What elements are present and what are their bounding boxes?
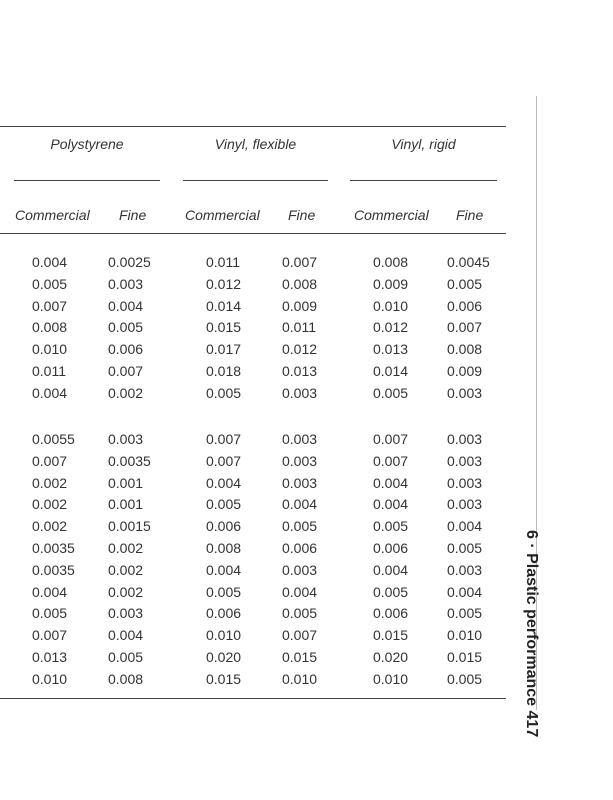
table-cell: 0.003 [108,431,144,447]
table-cell: 0.005 [373,384,409,401]
table-cell: 0.009 [282,297,318,314]
table-cell: 0.004 [32,583,68,600]
table-cell: 0.005 [32,605,68,622]
table-cell: 0.004 [282,496,318,513]
table-cell: 0.010 [447,627,483,644]
table-cell: 0.004 [282,583,318,600]
table-cell: 0.011 [206,254,240,270]
table-cell: 0.003 [282,384,318,401]
group-header-vinyl-rigid: Vinyl, rigid [391,136,456,152]
table-cell: 0.004 [32,384,68,401]
table-cell: 0.005 [108,649,144,665]
table-cell: 0.004 [206,561,242,578]
table-cell: 0.003 [282,431,318,447]
group-rule-vinyl-flexible [183,180,328,181]
table-cell: 0.005 [206,583,242,600]
table-cell: 0.005 [206,384,242,401]
subheader-fine: Fine [119,207,147,223]
table-cell: 0.007 [373,452,409,469]
table-cell: 0.005 [447,605,483,622]
table-cell: 0.002 [32,518,68,535]
table-cell: 0.005 [447,670,483,687]
subheader-fine: Fine [456,207,484,223]
table-cell: 0.005 [373,518,409,535]
table-cell: 0.004 [108,297,144,314]
table-cell: 0.0035 [32,561,75,578]
table-cell: 0.005 [447,275,483,292]
table-cell: 0.003 [447,496,483,513]
table-cell: 0.007 [32,627,68,644]
table-cell: 0.008 [282,275,318,292]
table-cell: 0.014 [373,363,409,379]
table-cell: 0.006 [373,605,409,622]
table-cell: 0.012 [373,319,409,336]
table-cell: 0.004 [447,583,483,600]
table-cell: 0.002 [108,384,144,401]
table-cell: 0.015 [373,627,409,644]
table-top-rule [0,126,506,127]
table-cell: 0.0045 [447,254,490,270]
table-cell: 0.015 [282,649,318,665]
table-cell: 0.004 [32,254,68,270]
subheader-commercial: Commercial [185,207,260,223]
table-cell: 0.001 [108,474,144,491]
running-head: 6 · Plastic performance 417 [523,530,540,738]
table-cell: 0.010 [32,341,68,358]
table-cell: 0.007 [373,431,409,447]
table-cell: 0.003 [447,561,483,578]
table-cell: 0.003 [108,605,144,622]
table-cell: 0.006 [282,540,318,556]
table-cell: 0.013 [373,341,409,358]
table-cell: 0.013 [32,649,68,665]
table-cell: 0.006 [206,518,242,535]
table-bottom-rule [0,698,506,699]
table-cell: 0.004 [373,561,409,578]
table-cell: 0.004 [206,474,242,491]
table-cell: 0.006 [447,297,483,314]
table-cell: 0.010 [373,670,409,687]
table-cell: 0.018 [206,363,242,379]
table-cell: 0.003 [447,431,483,447]
table-cell: 0.007 [282,627,318,644]
table-cell: 0.003 [447,384,483,401]
table-cell: 0.003 [447,474,483,491]
table-cell: 0.003 [282,561,318,578]
table-cell: 0.006 [108,341,144,358]
table-cell: 0.002 [32,474,68,491]
group-rule-polystyrene [14,180,160,181]
table-cell: 0.002 [108,583,144,600]
table-cell: 0.009 [373,275,409,292]
table-cell: 0.010 [32,670,68,687]
table-cell: 0.006 [373,540,409,556]
table-cell: 0.005 [282,605,318,622]
table-cell: 0.007 [108,363,144,379]
group-header-vinyl-flexible: Vinyl, flexible [214,136,297,152]
table-cell: 0.001 [108,496,144,513]
table-cell: 0.005 [447,540,483,556]
subheader-fine: Fine [288,207,316,223]
table-cell: 0.011 [32,363,66,379]
table-cell: 0.012 [206,275,242,292]
table-cell: 0.015 [206,670,242,687]
table-cell: 0.002 [108,540,144,556]
table-cell: 0.0025 [108,254,151,270]
table-cell: 0.007 [447,319,483,336]
group-rule-vinyl-rigid [350,180,497,181]
table-cell: 0.003 [282,474,318,491]
table-cell: 0.005 [108,319,144,336]
table-cell: 0.007 [32,297,68,314]
table-cell: 0.014 [206,297,242,314]
table-cell: 0.004 [108,627,144,644]
table-cell: 0.012 [282,341,318,358]
table-cell: 0.002 [108,561,144,578]
subheader-commercial: Commercial [15,207,90,223]
table-cell: 0.008 [447,341,483,358]
table-cell: 0.007 [32,452,68,469]
table-cell: 0.004 [373,474,409,491]
table-cell: 0.005 [282,518,318,535]
table-cell: 0.0015 [108,518,151,535]
table-cell: 0.008 [373,254,409,270]
table-cell: 0.004 [373,496,409,513]
table-cell: 0.007 [282,254,318,270]
table-cell: 0.005 [32,275,68,292]
table-cell: 0.003 [447,452,483,469]
table-cell: 0.017 [206,341,242,358]
table-cell: 0.009 [447,363,483,379]
table-cell: 0.008 [108,670,144,687]
table-cell: 0.0035 [108,452,151,469]
table-cell: 0.011 [282,319,316,336]
table-cell: 0.003 [108,275,144,292]
table-cell: 0.007 [206,452,242,469]
table-cell: 0.003 [282,452,318,469]
table-cell: 0.010 [373,297,409,314]
table-cell: 0.0035 [32,540,75,556]
table-cell: 0.004 [447,518,483,535]
table-cell: 0.008 [32,319,68,336]
table-cell: 0.005 [373,583,409,600]
table-cell: 0.020 [373,649,409,665]
table-cell: 0.015 [206,319,242,336]
table-cell: 0.010 [206,627,242,644]
table-cell: 0.002 [32,496,68,513]
table-cell: 0.008 [206,540,242,556]
group-header-polystyrene: Polystyrene [50,136,124,152]
table-cell: 0.007 [206,431,242,447]
subheader-commercial: Commercial [354,207,429,223]
table-cell: 0.013 [282,363,318,379]
table-cell: 0.010 [282,670,318,687]
table-cell: 0.005 [206,496,242,513]
table-cell: 0.006 [206,605,242,622]
table-cell: 0.0055 [32,431,75,447]
table-cell: 0.020 [206,649,242,665]
header-bottom-rule [0,233,506,234]
table-cell: 0.015 [447,649,483,665]
